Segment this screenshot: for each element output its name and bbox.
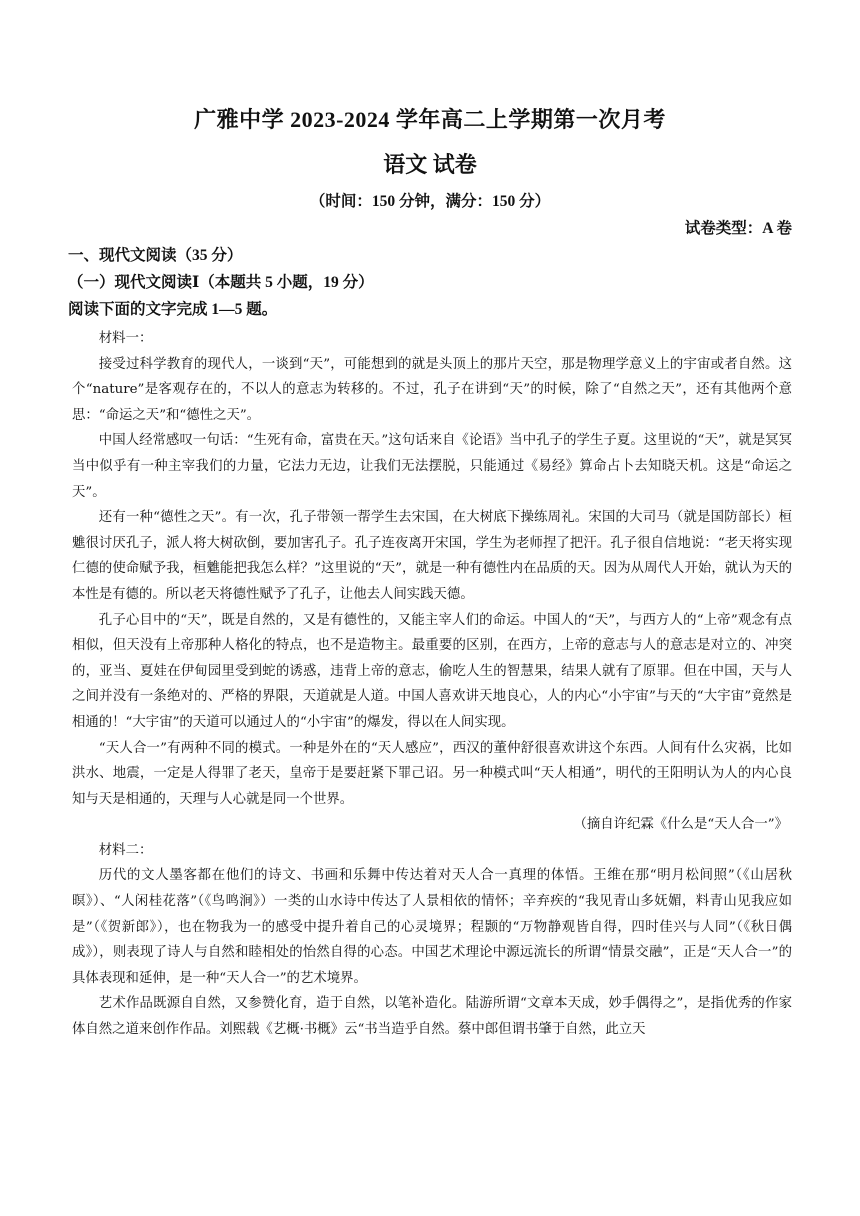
paragraph: 艺术作品既源自自然，又参赞化育，造于自然，以笔补造化。陆游所谓“文章本天成，妙手偶得之”，是指优秀的作家体自然之道来创作作品。刘熙载《艺概·书概》云“书当造乎自然。蔡中郎但谓书肇于自然，此立天 — [72, 996, 792, 1038]
paragraph: 孔子心目中的“天”，既是自然的，又是有德性的，又能主宰人们的命运。中国人的“天”，与西方人的“上帝”观念有点相似，但天没有上帝那种人格化的特点，也不是造物主。最重要的区别，在西方，上帝的意志与人的意志是对立的、冲突的，亚当、夏娃在伊甸园里受到蛇的诱惑，违背上帝的意志，偷吃人生的智慧果，结果人就有了原罪。但在中国，天与人之间并没有一条绝对的、严格的界限，天道就是人道。中国人喜欢讲天地良心，人的内心“小宇宙”与天的“大宇宙”竟然是相通的！“大宇宙”的天道可以通过人的“小宇宙”的爆发，得以在人间实现。 — [72, 612, 792, 730]
paragraph: 历代的文人墨客都在他们的诗文、书画和乐舞中传达着对天人合一真理的体悟。王维在那“明月松间照”（《山居秋暝》）、“人闲桂花落”（《鸟鸣涧》）一类的山水诗中传达了人景相依的情怀；辛弃疾的“我见青山多妩媚，料青山见我应如是”（《贺新郎》），也在物我为一的感受中提升着自己的心灵境界；程颢的“万物静观皆自得，四时佳兴与人同”（《秋日偶成》），则表现了诗人与自然和睦相处的怡然自得的心态。中国艺术理论中源远流长的所谓“情景交融”，正是“天人合一”的具体表现和延伸，是一种“天人合一”的艺术境界。 — [72, 868, 792, 986]
instruction-text: 阅读下面的文字完成 1—5 题。 — [68, 301, 278, 318]
exam-title: 广雅中学 2023-2024 学年高二上学期第一次月考 — [194, 107, 666, 132]
paragraph: 还有一种“德性之天”。有一次，孔子带领一帮学生去宋国，在大树底下操练周礼。宋国的大司马（就是国防部长）桓魋很讨厌孔子，派人将大树砍倒，要加害孔子。孔子连夜离开宋国，学生为老师捏了把汗。孔子很自信地说：“老天将实现仁德的使命赋予我，桓魋能把我怎么样？”这里说的“天”，就是一种有德性内在品质的天。因为从周代人开始，就认为天的本性是有德的。所以老天将德性赋予了孔子，让他去人间实践天德。 — [72, 510, 792, 602]
paragraph: “天人合一”有两种不同的模式。一种是外在的“天人感应”，西汉的董仲舒很喜欢讲这个东西。人间有什么灾祸，比如洪水、地震，一定是人得罪了老天，皇帝于是要赶紧下罪己诏。另一种模式叫“天人相通”，明代的王阳明认为人的内心良知与天是相通的，天理与人心就是同一个世界。 — [72, 740, 792, 807]
paper-type: 试卷类型：A 卷 — [684, 220, 792, 237]
subsection-heading: （一）现代文阅读Ⅰ（本题共 5 小题，19 分） — [68, 274, 374, 291]
paragraph: 中国人经常感叹一句话：“生死有命，富贵在天。”这句话来自《论语》当中孔子的学生子夏。这里说的“天”，就是冥冥当中似乎有一种主宰我们的力量，它法力无边，让我们无法摆脱，只能通过《易经》算命占卜去知晓天机。这是“命运之天”。 — [72, 433, 792, 500]
source-citation: （摘自许纪霖《什么是“天人合一”》 — [573, 817, 788, 833]
reading-passage — [72, 326, 792, 1043]
material-label: 材料一： — [98, 331, 153, 346]
material-label: 材料二： — [98, 842, 153, 858]
section-heading: 一、现代文阅读（35 分） — [68, 247, 243, 264]
paragraph: 接受过科学教育的现代人，一谈到“天”，可能想到的就是头顶上的那片天空，那是物理学意义上的宇宙或者自然。这个“nature”是客观存在的，不以人的意志为转移的。不过，孔子在讲到“天”的时候，除了“自然之天”，还有其他两个意思：“命运之天”和“德性之天”。 — [72, 356, 792, 423]
time-info: （时间：150 分钟，满分：150 分） — [309, 193, 551, 210]
exam-subtitle: 语文 试卷 — [383, 152, 477, 177]
